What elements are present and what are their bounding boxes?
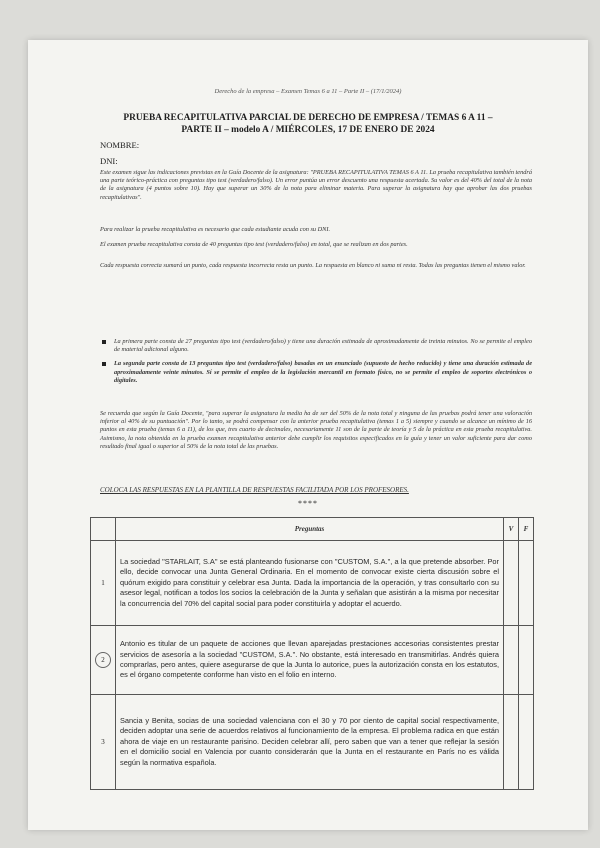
true-answer-cell <box>504 626 519 695</box>
question-number-cell <box>91 626 116 695</box>
table-row <box>91 541 534 626</box>
table-row <box>91 695 534 790</box>
exam-title <box>88 112 528 136</box>
note-paragraph: Se recuerda que según la Guía Docente, "para superar la asignatura la media ha de ser del 50% de la nota total y ninguna de las pruebas podrá tener una valoración inferior al 40% de su puntuación". Por lo tanto, se podrá compensar con la anterior prueba recapitulativa (temas 1 a 5) siempre y cuando se alcance un mínimo de 16 puntos en esta prueba (temas 6 a 11), de los que, tres cuarto de decimales, necesariamente 11 son de la parte de teoría y 5 de la práctica en esta prueba recapitulativa. Asimismo, la nota obtenida en la prueba examen recapitulativa anterior debe cumplir los requisitos especificados en la guía y tener un valor suficiente para dar como resultado final igual o superior al 50% de la nota total de las pruebas. <box>100 410 532 450</box>
list-item: La primera parte consta de 27 preguntas tipo test (verdadero/falso) y tiene una duración estimada de aproximadamente de treinta minutos. No se permite el empleo de material adicional alguno. <box>100 338 532 354</box>
question-number: 1 <box>91 541 116 626</box>
false-column-header: F <box>519 518 534 541</box>
question-text: Antonio es titular de un paquete de acciones que llevan aparejadas prestaciones accesorias consistentes prestar servicios de asesoría a la sociedad "CUSTOM, S.A.". No obstante, está interesado en transmitirlas. Andrés quiera comprarlas, pero antes, quiere asegurarse de que la Junta lo autorice, pues la autorización consta en los estatutos, es el órgano competente conforme han visto en el folio en interno. <box>116 626 504 695</box>
nombre-field: NOMBRE: <box>100 140 140 150</box>
scoring-paragraph: Cada respuesta correcta sumará un punto, cada respuesta incorrecta resta un punto. La respuesta en blanco ni suma ni resta. Todas las preguntas tienen el mismo valor. <box>100 262 526 269</box>
question-number: 3 <box>91 695 116 790</box>
intro-paragraph: Este examen sigue las indicaciones previstas en la Guía Docente de la asignatura: "PRUEBA RECAPITULATIVA TEMAS 6 A 11. La prueba recapitulativa también tendrá una parte teórico-práctica con preguntas tipo test (verdadero/falso). Un error puntúa un error descuento una respuesta acertada. Su valor es del 40% del total de la nota de la asignatura (4 puntos sobre 10). Hay que superar un 30% de la nota para eliminar materia. Para superar la asignatura hay que aprobar las dos pruebas recapitulativas". <box>100 169 532 201</box>
exam-sheet <box>28 40 588 830</box>
dni-field: DNI: <box>100 156 118 166</box>
running-header: Derecho de la empresa – Examen Temas 6 a 11 – Parte II – (17/1/2024) <box>214 88 402 95</box>
question-text: La sociedad "STARLAIT, S.A" se está planteando fusionarse con "CUSTOM, S.A.", a la que pretende absorber. Por ello, decide convocar una Junta General Ordinaria. En el momento de convocar existe cierta discusión sobre el quórum exigido para constituir y celebrar esa Junta. Dada la importancia de la operación, y tras consultarlo con su asesor legal, notifican a todos los socios la celebración de la Junta y señalan que asistirán a la misma por necesitar la concurrencia del 70% del capital social para poder constituirla y adoptar el acuerdo. <box>116 541 504 626</box>
true-column-header: V <box>504 518 519 541</box>
number-column-header <box>91 518 116 541</box>
question-number: 2 <box>95 652 111 668</box>
table-row <box>91 626 534 695</box>
questions-table <box>90 517 534 790</box>
list-item: La segunda parte consta de 13 preguntas tipo test (verdadero/falso) basadas en un enunciado (supuesto de hecho reducido) y tiene una duración estimada de aproximadamente veinte minutos. Sí se permite el empleo de la legislación mercantil en formato físico, no se permite el empleo de soportes electrónicos o digitales. <box>100 360 532 385</box>
table-header-row <box>91 518 534 541</box>
answer-instruction: COLOCA LAS RESPUESTAS EN LA PLANTILLA DE RESPUESTAS FACILITADA POR LOS PROFESORES. <box>100 486 409 494</box>
question-text: Sancia y Benita, socias de una sociedad valenciana con el 30 y 70 por ciento de capital social respectivamente, deciden adoptar una serie de acuerdos relativos al funcionamiento de la empresa. El problema radica en que están ahora de viaje en un restaurante parisino. Deciden celebrar allí, pero saben que van a tener que reflejar la sesión en el domicilio social en Valencia por cuanto considerarán que la Junta en el restaurante en París no es válida según la normativa española. <box>116 695 504 790</box>
title-line-2: PARTE II – modelo A / MIÉRCOLES, 17 DE ENERO DE 2024 <box>181 125 435 135</box>
parts-list <box>100 338 532 391</box>
dni-paragraph: Para realizar la prueba recapitulativa es necesario que cada estudiante acuda con su DNI. <box>100 226 331 233</box>
questions-column-header: Preguntas <box>116 518 504 541</box>
separator-stars: **** <box>298 499 318 508</box>
false-answer-cell <box>519 541 534 626</box>
true-answer-cell <box>504 541 519 626</box>
true-answer-cell <box>504 695 519 790</box>
structure-paragraph: El examen prueba recapitulativa consta de 40 preguntas tipo test (verdadero/falso) en total, que se realizan en dos partes. <box>100 241 408 248</box>
false-answer-cell <box>519 626 534 695</box>
title-line-1: PRUEBA RECAPITULATIVA PARCIAL DE DERECHO DE EMPRESA / TEMAS 6 A 11 – <box>123 113 493 123</box>
false-answer-cell <box>519 695 534 790</box>
